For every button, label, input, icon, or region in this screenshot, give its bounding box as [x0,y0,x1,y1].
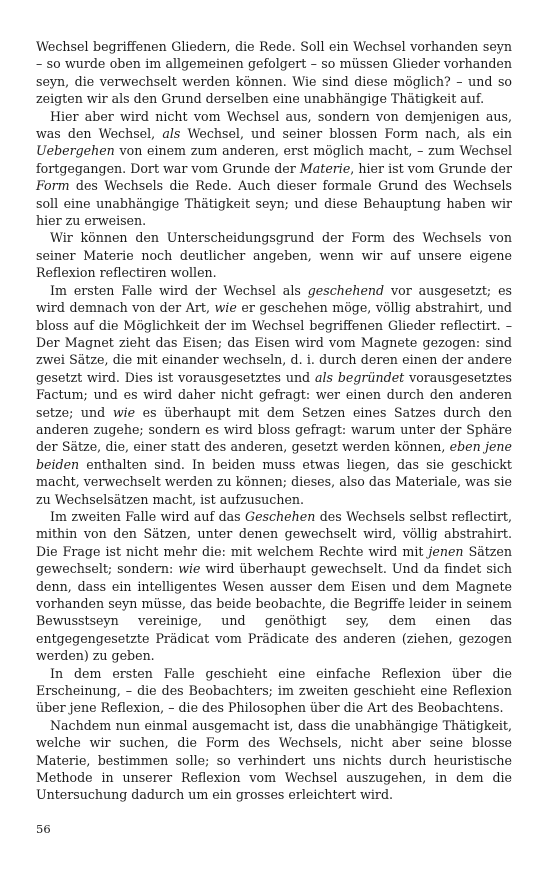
italic-run: Materie [299,160,351,176]
italic-run: geschehend [307,282,385,298]
paragraph-4 [36,282,512,508]
text-run: enthalten sind. In beiden muss etwas liegen, das sie geschickt macht, verwechselt werden zu können; dieses, also das Materiale, was sie zu Wechselsätzen macht, ist aufzusuchen. [36,456,512,507]
paragraph-5 [36,508,512,665]
text-run: vor ausgesetzt; es wird demnach von der Art, [36,282,512,316]
text-run: von einem zum anderen, erst möglich macht, – zum Wechsel fortgegangen. Dort war vom Grunde der [36,143,512,176]
text-run: Nachdem nun einmal ausgemacht ist, dass die unabhängige Thätigkeit, welche wir suchen, die Form des Wechsels, nicht aber seine blosse Materie, bestimmen solle; so verhindert uns nichts durch heuristische Methode in unserer Reflexion vom Wechsel auszugehen, in dem die Untersuchung dadurch um ein grosses erleichtert wird. [36,717,512,803]
italic-run: Form [36,178,70,194]
text-run: Wechsel begriffenen Gliedern, die Rede. Soll ein Wechsel vorhanden seyn – so wurde oben im allgemeinen gefolgert – so müssen Glieder vorhanden seyn, die verwechselt werden können. Wie sind diese möglich? – und so zeigten wir als den Grund derselben eine unabhängige Thätigkeit auf. [36,39,512,107]
page-body [36,38,512,804]
italic-run: als [162,126,181,142]
text-run: Im ersten Falle wird der Wechsel als [50,282,308,298]
page-number: 56 [36,822,51,836]
text-run: Hier aber wird nicht vom Wechsel aus, sondern von demjenigen aus, was den Wechsel, [36,108,512,142]
text-run: er geschehen möge, völlig abstrahirt, und bloss auf die Möglichkeit der im Wechsel begriffenen Glieder reflectirt. – Der Magnet zieht das Eisen; das Eisen wird vom Magnete gezogen: sind zwei Sätze, die mit einander wechseln, d. i. durch deren einen der andere gesetzt wird. Dies ist vorausgesetztes und [36,300,512,385]
text-run: Sätzen gewechselt; sondern: [36,543,512,577]
italic-run: wie [214,300,237,316]
paragraph-1 [36,38,512,108]
paragraph-2 [36,108,512,230]
text-run: , hier ist vom Grunde der [350,160,512,176]
italic-run: Geschehen [245,508,316,524]
italic-run: Uebergehen [36,143,115,159]
paragraph-3 [36,229,512,281]
text-run: vorausgesetztes Factum; und es wird daher nicht gefragt: wer einen durch den anderen setze; und [36,369,512,420]
text-run: es überhaupt mit dem Setzen eines Satzes durch den anderen zugehe; sondern es wird bloss gefragt: warum unter der Sphäre der Sätze, die, einer statt des anderen, gesetzt werden können, [36,404,512,455]
italic-run: jenen [428,543,464,559]
paragraph-7 [36,717,512,804]
text-run: des Wechsels selbst reflectirt, mithin von den Sätzen, unter denen gewechselt wird, völlig abstrahirt. Die Frage ist nicht mehr die: mit welchem Rechte wird mit [36,508,512,559]
text-run: des Wechsels die Rede. Auch dieser formale Grund des Wechsels soll eine unabhängige Thätigkeit seyn; und diese Behauptung haben wir hier zu erweisen. [36,178,512,229]
italic-run: als begründet [314,369,405,385]
italic-run: wie [112,404,136,420]
text-run: Im zweiten Falle wird auf das [50,508,246,524]
text-run: wird überhaupt gewechselt. Und da findet sich denn, dass ein intelligentes Wesen ausser dem Eisen und dem Magnete vorhanden seyn müsse, das beide beobachte, die Begriffe leider in seinem Bewusstseyn vereinige, und genöthigt sey, dem einen das entgegengesetzte Prädicat vom Prädicate des anderen (ziehen, gezogen werden) zu geben. [36,561,512,664]
italic-run: eben jene beiden [36,439,512,472]
paragraph-6 [36,665,512,717]
text-run: Wechsel, und seiner blossen Form nach, als ein [180,126,512,142]
italic-run: wie [178,561,201,577]
text-run: Wir können den Unterscheidungsgrund der Form des Wechsels von seiner Materie noch deutlicher angeben, wenn wir auf unsere eigene Reflexion reflectiren wollen. [36,230,512,281]
text-run: In dem ersten Falle geschieht eine einfache Reflexion über die Erscheinung, – die des Beobachters; im zweiten geschieht eine Reflexion über jene Reflexion, – die des Philosophen über die Art des Beobachtens. [36,665,512,716]
